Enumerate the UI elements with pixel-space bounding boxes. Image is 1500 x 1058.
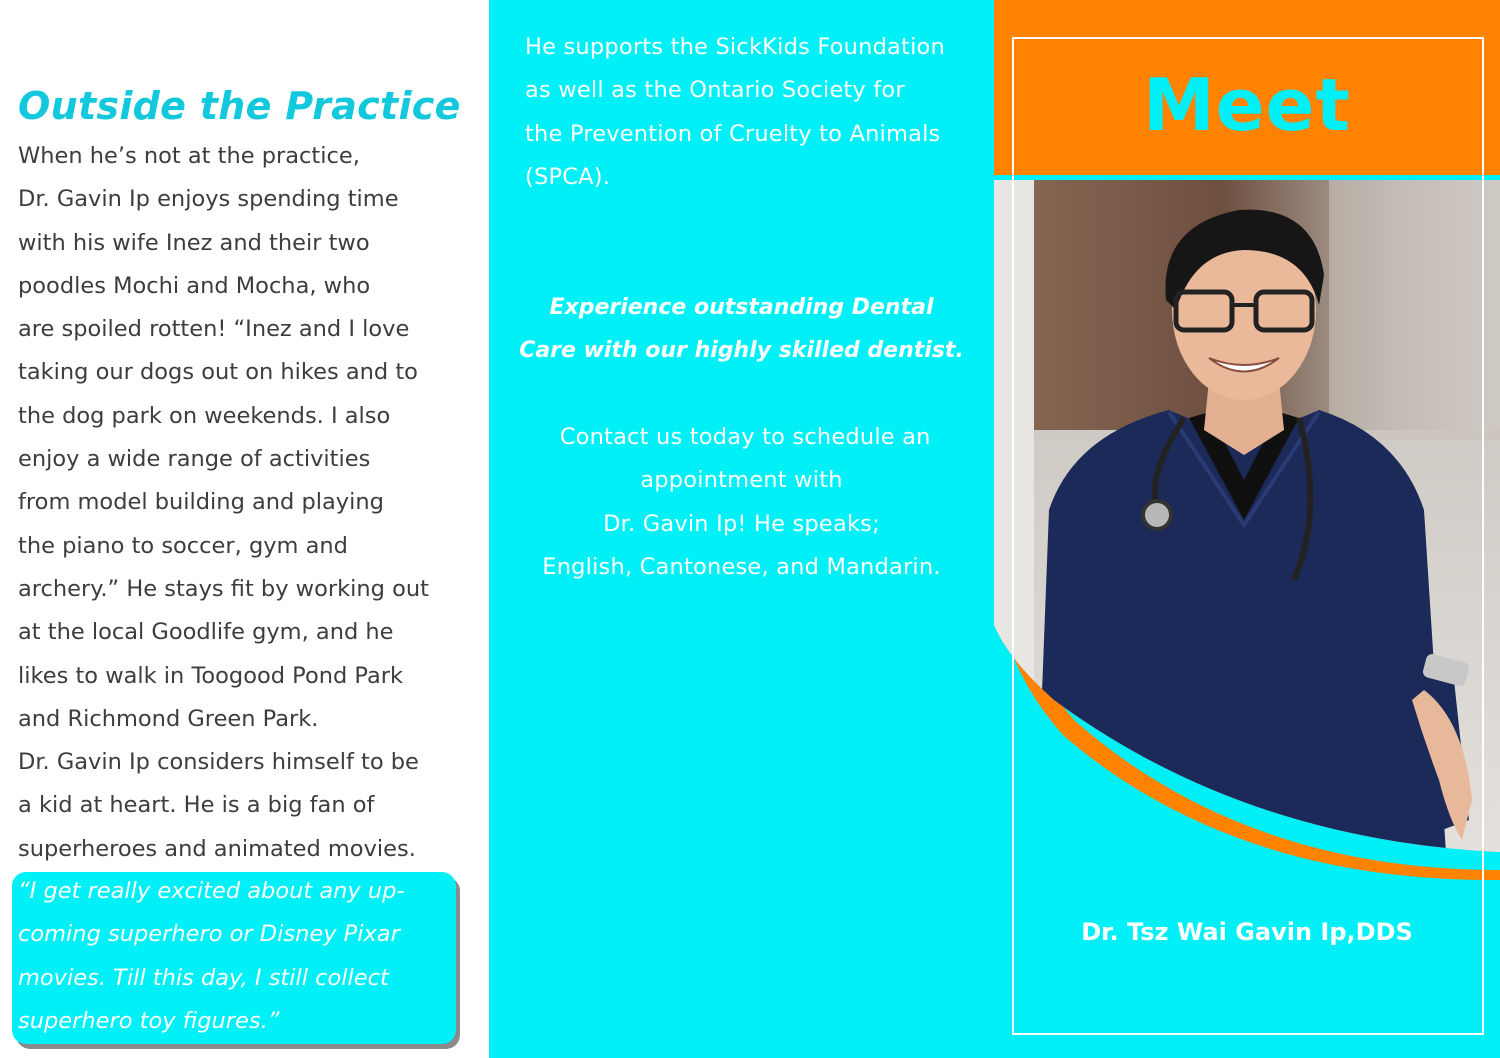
bio-line: the piano to soccer, gym and [18,532,348,559]
bio-line: Dr. Gavin Ip considers himself to be [18,749,419,776]
bio-line: the dog park on weekends. I also [18,402,391,429]
bio-line: When he’s not at the practice, [18,143,360,169]
quote-line: superhero toy figures.” [18,1007,280,1034]
tagline-line: Experience outstanding Dental [549,295,934,320]
support-line: as well as the Ontario Society for [525,77,905,104]
bio-line: are spoiled rotten! “Inez and I love [18,316,410,343]
quote-line: movies. Till this day, I still collect [18,964,389,991]
bio-line: with his wife Inez and their two [18,229,370,256]
quote-line: coming superhero or Disney Pixar [18,921,400,948]
quote-line: “I get really excited about any up- [18,878,405,904]
bio-line: archery.” He stays fit by working out [18,575,429,602]
bio-line: enjoy a wide range of activities [18,446,371,473]
contact-line: English, Cantonese, and Mandarin. [542,553,941,580]
tagline-line: Care with our highly skilled dentist. [519,338,964,364]
bio-text [18,135,483,871]
bio-line: from model building and playing [18,489,384,516]
tagline [489,286,994,373]
dentist-name: Dr. Tsz Wai Gavin Ip,DDS [1081,918,1413,946]
outside-practice-heading: Outside the Practice [18,84,461,128]
contact-line: Dr. Gavin Ip! He speaks; [603,510,880,537]
bio-line: a kid at heart. He is a big fan of [18,792,375,819]
support-line: (SPCA). [525,163,611,190]
middle-panel [489,0,994,1058]
bio-line: likes to walk in Toogood Pond Park [18,662,404,689]
contact-line: appointment with [640,467,843,494]
bio-line: and Richmond Green Park. [18,705,319,732]
meet-title: Meet [1143,63,1351,147]
support-line: the Prevention of Cruelty to Animals [525,120,941,147]
quote-text [18,870,458,1043]
bio-line: taking our dogs out on hikes and to [18,359,418,386]
support-line: He supports the SickKids Foundation [525,34,945,60]
right-panel [994,0,1500,1058]
bio-line: Dr. Gavin Ip enjoys spending time [18,186,399,213]
contact-line: Contact us today to schedule an [552,424,931,450]
contact-text [489,416,994,589]
support-text [525,26,985,199]
dentist-portrait-photo [994,180,1500,900]
bio-line: poodles Mochi and Mocha, who [18,272,371,299]
bio-line: superheroes and animated movies. [18,835,416,862]
bio-line: at the local Goodlife gym, and he [18,619,394,646]
left-panel [0,0,489,1058]
